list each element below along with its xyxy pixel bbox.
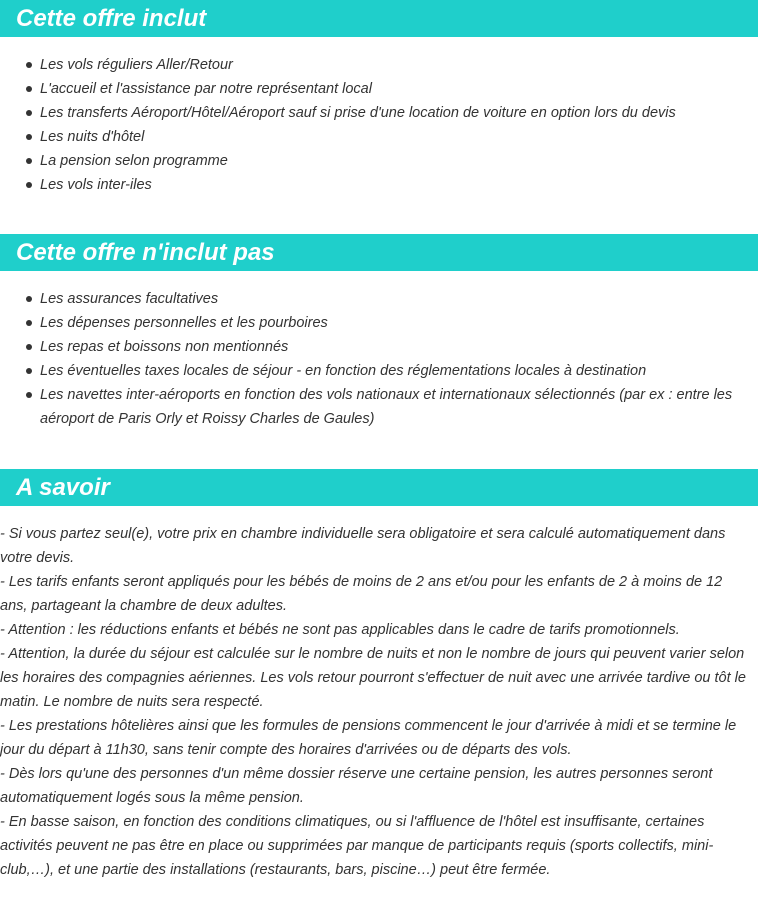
list-item <box>26 53 738 77</box>
excluded-title: Cette offre n'inclut pas <box>16 239 275 266</box>
excluded-list <box>0 271 758 431</box>
info-paragraph: - En basse saison, en fonction des conditions climatiques, ou si l'affluence de l'hôtel est insuffisante, certaines activités peuvent ne pas être en place ou supprimées par manque de participants requis (sports collectifs, mini-club,…), et une partie des installations (restaurants, bars, piscine…) peut être fermée. <box>0 814 714 878</box>
bullet-icon <box>26 392 32 398</box>
list-item <box>26 101 738 125</box>
excluded-header <box>0 234 758 271</box>
info-paragraph: - Les prestations hôtelières ainsi que les formules de pensions commencent le jour d'arrivée à midi et se termine le jour du départ à 11h30, sans tenir compte des horaires d'arrivées ou de départs des vols. <box>0 718 737 758</box>
list-item-text: Les repas et boissons non mentionnés <box>40 339 289 355</box>
list-item-text: Les éventuelles taxes locales de séjour - en fonction des réglementations locales à destination <box>40 363 647 379</box>
list-item-text: L'accueil et l'assistance par notre représentant local <box>40 81 372 97</box>
list-item <box>26 359 738 383</box>
list-item-text: Les assurances facultatives <box>40 291 219 307</box>
list-item <box>26 311 738 335</box>
list-item-text: Les navettes inter-aéroports en fonction des vols nationaux et internationaux sélectionnés (par ex : entre les aéroport de Paris Orly et Roissy Charles de Gaules) <box>40 387 733 427</box>
info-section <box>0 469 758 882</box>
included-list <box>0 37 758 197</box>
list-item-text: Les nuits d'hôtel <box>40 129 145 145</box>
info-paragraph: - Si vous partez seul(e), votre prix en chambre individuelle sera obligatoire et sera calculé automatiquement dans votre devis. <box>0 526 726 566</box>
info-paragraph: - Les tarifs enfants seront appliqués pour les bébés de moins de 2 ans et/ou pour les enfants de 2 à moins de 12 ans, partageant la chambre de deux adultes. <box>0 574 723 614</box>
list-item <box>26 173 738 197</box>
list-item-text: Les vols réguliers Aller/Retour <box>40 57 233 73</box>
list-item <box>26 77 738 101</box>
info-paragraph: - Attention, la durée du séjour est calculée sur le nombre de nuits et non le nombre de jours qui peuvent varier selon les horaires des compagnies aériennes. Les vols retour pourront s'effectuer de nuit avec une arrivée tardive ou tôt le matin. Le nombre de nuits sera respecté. <box>0 646 746 710</box>
list-item <box>26 287 738 311</box>
bullet-icon <box>26 368 32 374</box>
bullet-icon <box>26 62 32 68</box>
excluded-section <box>0 234 758 431</box>
bullet-icon <box>26 110 32 116</box>
list-item-text: Les dépenses personnelles et les pourboires <box>40 315 328 331</box>
bullet-icon <box>26 320 32 326</box>
included-section <box>0 0 758 197</box>
list-item <box>26 383 738 431</box>
info-paragraph: - Dès lors qu'une des personnes d'un même dossier réserve une certaine pension, les autres personnes seront automatiquement logés sous la même pension. <box>0 766 713 806</box>
list-item-text: Les transferts Aéroport/Hôtel/Aéroport sauf si prise d'une location de voiture en option lors du devis <box>40 105 676 121</box>
info-header <box>0 469 758 506</box>
list-item-text: Les vols inter-iles <box>40 177 152 193</box>
list-item-text: La pension selon programme <box>40 153 228 169</box>
bullet-icon <box>26 344 32 350</box>
list-item <box>26 335 738 359</box>
bullet-icon <box>26 182 32 188</box>
info-body <box>0 506 758 882</box>
bullet-icon <box>26 86 32 92</box>
bullet-icon <box>26 296 32 302</box>
bullet-icon <box>26 158 32 164</box>
included-title: Cette offre inclut <box>16 5 207 32</box>
list-item <box>26 149 738 173</box>
included-header <box>0 0 758 37</box>
info-title: A savoir <box>16 474 110 501</box>
info-paragraph: - Attention : les réductions enfants et bébés ne sont pas applicables dans le cadre de tarifs promotionnels. <box>0 622 680 638</box>
bullet-icon <box>26 134 32 140</box>
list-item <box>26 125 738 149</box>
